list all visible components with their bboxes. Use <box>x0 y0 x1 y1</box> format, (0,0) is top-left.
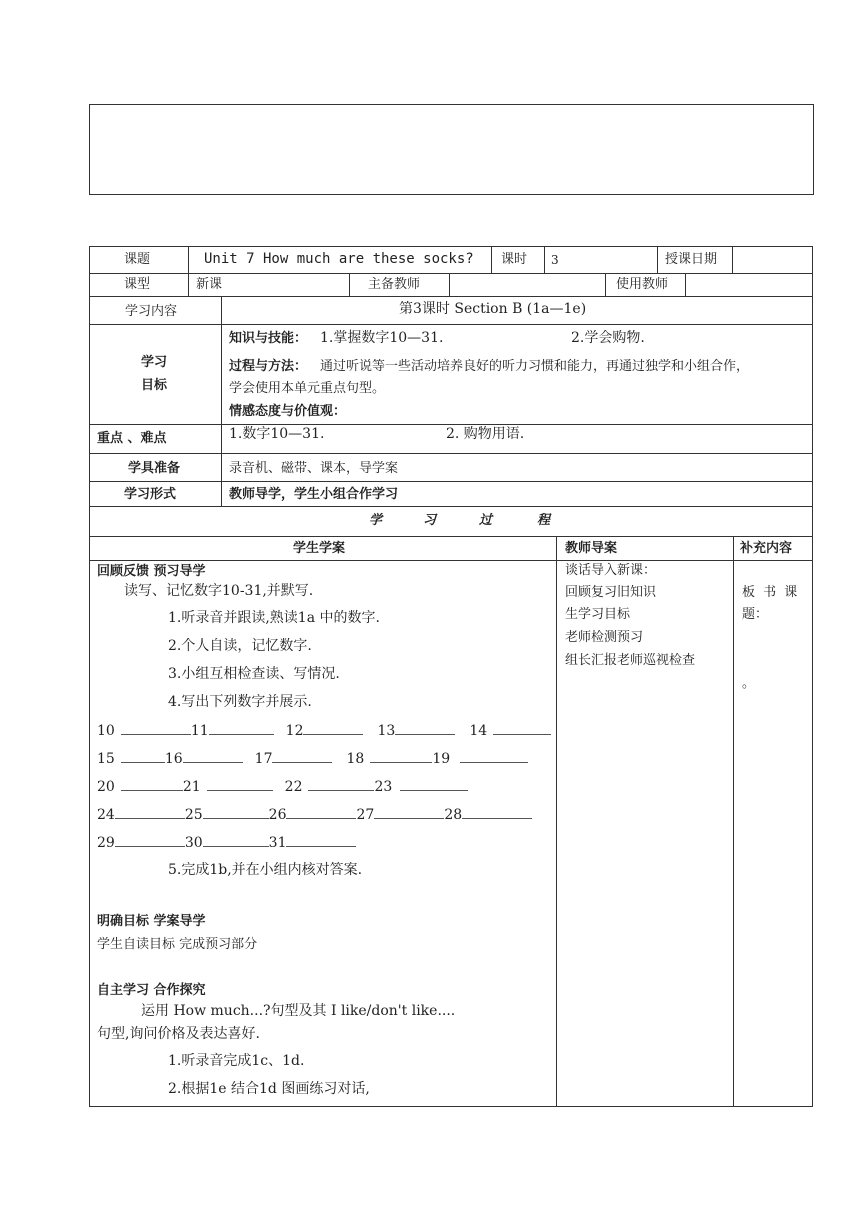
key-point-1: 1.数字10—31. <box>229 426 325 442</box>
number-row <box>97 750 528 768</box>
form-value: 教师导学，学生小组合作学习 <box>229 487 399 502</box>
topic-value: Unit 7 How much are these socks? <box>204 251 474 267</box>
goal-process-text-1: 通过听说等一些活动培养良好的听力习惯和能力，再通过独学和小组合作， <box>320 359 750 374</box>
number-label: 28 <box>444 807 463 823</box>
tools-label: 学具准备 <box>128 461 181 476</box>
extra-line-2: 题： <box>742 607 769 622</box>
process-char-2: 习 <box>423 513 437 528</box>
section2-title: 明确目标 学案导学 <box>97 914 206 929</box>
blank-line[interactable] <box>286 834 356 847</box>
form-label: 学习形式 <box>124 487 177 502</box>
section2-text: 学生自读目标 完成预习部分 <box>97 937 258 952</box>
section3-step: 1.听录音完成1c、1d. <box>168 1053 305 1069</box>
section3-title: 自主学习 合作探究 <box>97 983 206 998</box>
number-label: 17 <box>254 751 273 767</box>
number-label: 29 <box>97 835 115 851</box>
number-label: 26 <box>268 807 287 823</box>
blank-line[interactable] <box>121 750 165 763</box>
number-label: 10 <box>97 723 115 739</box>
extra-column-header: 补充内容 <box>740 541 793 556</box>
process-char-3: 过 <box>479 513 493 528</box>
number-label: 30 <box>184 835 203 851</box>
section3-text-1: 运用 How much...?句型及其 I like/don't like.... <box>141 1003 456 1019</box>
content-value: 第3课时 Section B (1a—1e) <box>399 301 587 317</box>
period-value: 3 <box>551 253 559 267</box>
number-label: 19 <box>432 751 451 767</box>
number-row <box>97 722 551 740</box>
goal-knowledge-1: 1.掌握数字10—31. <box>320 330 444 346</box>
blank-line[interactable] <box>395 722 455 735</box>
number-label: 11 <box>190 723 209 739</box>
section3-text-2: 句型,询问价格及表达喜好. <box>97 1026 260 1042</box>
key-label: 重点 、难点 <box>97 431 167 446</box>
number-label: 21 <box>182 779 201 795</box>
blank-line[interactable] <box>121 778 183 791</box>
section1-step: 3.小组互相检查读、写情况. <box>168 666 340 682</box>
teacher-line: 组长汇报老师巡视检查 <box>565 653 696 668</box>
blank-line[interactable] <box>203 806 269 819</box>
header-blank-box <box>89 104 814 195</box>
goal-process-label: 过程与方法： <box>229 359 308 374</box>
blank-line[interactable] <box>462 806 532 819</box>
blank-line[interactable] <box>207 778 273 791</box>
teacher-line: 回顾复习旧知识 <box>565 585 657 600</box>
blank-line[interactable] <box>272 750 332 763</box>
blank-line[interactable] <box>308 778 374 791</box>
number-label: 23 <box>374 779 393 795</box>
section1-step: 1.听录音并跟读,熟读1a 中的数字. <box>168 610 380 626</box>
student-column-header: 学生学案 <box>293 541 346 556</box>
goal-emotion-label: 情感态度与价值观： <box>229 404 347 419</box>
section1-step: 4.写出下列数字并展示. <box>168 694 312 710</box>
number-row <box>97 834 356 852</box>
type-value: 新课 <box>196 277 223 292</box>
teacher-column-header: 教师导案 <box>565 541 618 556</box>
blank-line[interactable] <box>209 722 274 735</box>
number-row <box>97 778 468 796</box>
blank-line[interactable] <box>183 750 243 763</box>
number-label: 15 <box>97 751 115 767</box>
blank-line[interactable] <box>115 806 185 819</box>
extra-line-1: 板 书 课 <box>742 585 798 600</box>
blank-line[interactable] <box>460 750 528 763</box>
date-label: 授课日期 <box>665 252 718 267</box>
user-teacher-label: 使用教师 <box>616 277 669 292</box>
number-label: 16 <box>164 751 183 767</box>
number-row <box>97 806 532 824</box>
number-label: 25 <box>184 807 203 823</box>
tools-value: 录音机、磁带、课本，导学案 <box>229 461 399 476</box>
goal-process-text-2: 学会使用本单元重点句型。 <box>229 381 386 396</box>
section3-step: 2.根据1e 结合1d 图画练习对话, <box>168 1081 370 1097</box>
process-char-4: 程 <box>537 513 551 528</box>
blank-line[interactable] <box>370 750 432 763</box>
number-label: 18 <box>346 751 365 767</box>
blank-line[interactable] <box>286 806 356 819</box>
blank-line[interactable] <box>400 778 468 791</box>
blank-line[interactable] <box>203 834 269 847</box>
number-label: 14 <box>469 723 488 739</box>
teacher-line: 谈话导入新课： <box>565 563 657 578</box>
number-label: 22 <box>284 779 303 795</box>
number-label: 13 <box>377 723 396 739</box>
content-label: 学习内容 <box>125 304 178 319</box>
section1-step: 2.个人自读，记忆数字. <box>168 638 312 654</box>
lead-teacher-label: 主备教师 <box>368 277 421 292</box>
topic-label: 课题 <box>124 252 151 267</box>
key-point-2: 2. 购物用语. <box>446 426 525 442</box>
period-label: 课时 <box>501 252 528 267</box>
blank-line[interactable] <box>374 806 444 819</box>
goal-label-2: 目标 <box>141 378 168 393</box>
number-label: 27 <box>356 807 375 823</box>
process-char-1: 学 <box>369 513 383 528</box>
section1-intro: 读写、记忆数字10-31,并默写. <box>124 583 314 599</box>
teacher-line: 生学习目标 <box>565 607 631 622</box>
section1-step-5: 5.完成1b,并在小组内核对答案. <box>168 862 363 878</box>
number-label: 24 <box>97 807 115 823</box>
goal-knowledge-label: 知识与技能： <box>229 331 308 346</box>
number-label: 12 <box>285 723 304 739</box>
section1-title: 回顾反馈 预习导学 <box>97 564 206 579</box>
extra-line-3: 。 <box>742 676 756 691</box>
blank-line[interactable] <box>121 722 191 735</box>
blank-line[interactable] <box>493 722 551 735</box>
blank-line[interactable] <box>115 834 185 847</box>
teacher-line: 老师检测预习 <box>565 630 644 645</box>
goal-knowledge-2: 2.学会购物. <box>571 330 645 346</box>
number-label: 31 <box>268 835 287 851</box>
type-label: 课型 <box>124 277 151 292</box>
number-label: 20 <box>97 779 115 795</box>
blank-line[interactable] <box>303 722 363 735</box>
goal-label-1: 学习 <box>141 355 168 370</box>
